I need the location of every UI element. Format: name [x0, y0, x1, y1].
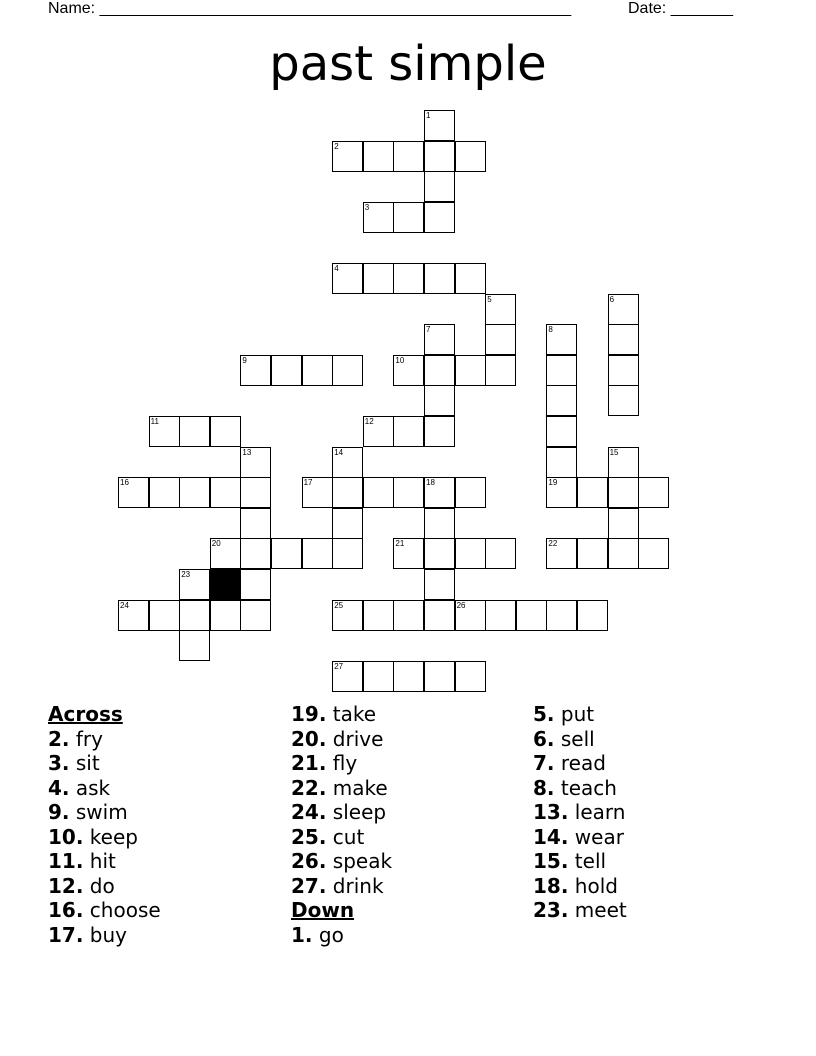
clue-item — [48, 751, 161, 776]
clue-item — [533, 898, 627, 923]
clue-text: hold — [568, 873, 618, 898]
clue-number: 9. — [48, 800, 70, 824]
clue-item — [48, 849, 161, 874]
cell-number: 16 — [120, 478, 129, 488]
clue-item — [291, 702, 392, 727]
grid-cell[interactable] — [638, 477, 669, 508]
clue-item — [48, 800, 161, 825]
cell-number: 9 — [242, 355, 247, 365]
clue-text: do — [83, 873, 115, 898]
clue-text: hit — [83, 849, 116, 873]
grid-cell[interactable] — [240, 355, 271, 386]
grid-cell[interactable] — [577, 477, 608, 508]
clue-item — [533, 776, 627, 801]
clue-text: wear — [568, 824, 624, 849]
grid-cell[interactable] — [332, 447, 363, 478]
clue-number: 2. — [48, 726, 70, 751]
grid-cell[interactable] — [363, 661, 394, 692]
grid-cell[interactable] — [363, 416, 394, 447]
grid-cell[interactable] — [546, 416, 577, 447]
clue-item — [533, 800, 627, 825]
grid-cell[interactable] — [393, 202, 424, 233]
grid-cell[interactable] — [332, 600, 363, 631]
clue-item — [533, 874, 627, 899]
grid-cell[interactable] — [485, 324, 516, 355]
grid-cell[interactable] — [424, 110, 455, 141]
grid-cell[interactable] — [424, 508, 455, 539]
grid-cell[interactable] — [577, 538, 608, 569]
grid-cell[interactable] — [118, 600, 149, 631]
clue-text: speak — [326, 849, 393, 873]
grid-cell[interactable] — [393, 600, 424, 631]
cell-number: 10 — [395, 355, 405, 365]
clue-item — [48, 923, 161, 948]
grid-cell[interactable] — [485, 538, 516, 569]
cell-number: 12 — [364, 417, 374, 426]
grid-cell[interactable] — [393, 416, 424, 447]
grid-cell[interactable] — [608, 538, 639, 569]
grid-cell[interactable] — [485, 600, 516, 631]
clue-number: 13. — [533, 800, 569, 824]
clue-number: 20. — [291, 726, 327, 751]
grid-cell[interactable] — [608, 294, 639, 325]
clue-text: make — [326, 775, 388, 800]
cell-number: 14 — [334, 447, 344, 457]
cell-number: 3 — [364, 202, 370, 212]
clue-item — [291, 800, 392, 825]
clue-text: fly — [326, 751, 358, 775]
grid-cell[interactable] — [332, 477, 363, 508]
cell-number: 4 — [334, 264, 339, 273]
clue-text: sleep — [326, 800, 387, 824]
clue-number: 25. — [291, 824, 327, 849]
clue-number: 26. — [291, 849, 327, 873]
clue-number: 17. — [48, 922, 84, 947]
clue-number: 15. — [533, 849, 569, 873]
grid-cell[interactable] — [271, 355, 302, 386]
grid-cell[interactable] — [546, 600, 577, 631]
grid-cell[interactable] — [240, 569, 271, 600]
grid-cell[interactable] — [179, 416, 210, 447]
grid-cell[interactable] — [577, 600, 608, 631]
clue-item — [48, 874, 161, 899]
cell-number: 2 — [334, 141, 339, 151]
grid-cell[interactable] — [546, 447, 577, 478]
grid-cell[interactable] — [393, 661, 424, 692]
clue-item — [533, 825, 627, 850]
cell-number: 11 — [150, 417, 159, 426]
clue-item — [291, 751, 392, 776]
grid-cell[interactable] — [424, 416, 455, 447]
clue-item — [291, 849, 392, 874]
grid-cell[interactable] — [332, 263, 363, 294]
grid-cell[interactable] — [546, 538, 577, 569]
cell-number: 6 — [609, 294, 615, 304]
clue-item — [291, 923, 392, 948]
grid-cell[interactable] — [332, 508, 363, 539]
grid-cell[interactable] — [455, 600, 486, 631]
grid-cell[interactable] — [210, 416, 241, 447]
grid-cell[interactable] — [332, 355, 363, 386]
cell-number: 27 — [334, 661, 344, 671]
clue-text: tell — [568, 849, 607, 873]
grid-cell[interactable] — [393, 538, 424, 569]
clue-item — [533, 849, 627, 874]
cell-number: 17 — [303, 478, 313, 488]
cell-number: 20 — [211, 539, 221, 549]
grid-cell[interactable] — [608, 447, 639, 478]
clue-text: learn — [568, 800, 626, 824]
clue-text: meet — [568, 898, 627, 922]
cell-number: 13 — [242, 447, 252, 457]
clue-item — [48, 898, 161, 923]
grid-cell[interactable] — [179, 600, 210, 631]
grid-cell[interactable] — [363, 600, 394, 631]
grid-cell[interactable] — [455, 355, 486, 386]
grid-cell[interactable] — [424, 569, 455, 600]
page-title: past simple — [269, 36, 547, 92]
clue-item — [291, 727, 392, 752]
grid-cell[interactable] — [363, 202, 394, 233]
grid-cell[interactable] — [118, 477, 149, 508]
grid-cell[interactable] — [424, 661, 455, 692]
clue-number: 11. — [48, 849, 84, 873]
cell-number: 18 — [426, 478, 435, 488]
grid-cell[interactable] — [638, 538, 669, 569]
clue-item — [48, 825, 161, 850]
clue-item — [48, 776, 161, 801]
clue-item — [291, 776, 392, 801]
grid-cell[interactable] — [149, 416, 180, 447]
grid-cell[interactable] — [546, 477, 577, 508]
clue-text: cut — [326, 824, 365, 849]
grid-cell[interactable] — [302, 355, 333, 386]
clue-number: 3. — [48, 751, 70, 775]
grid-cell[interactable] — [424, 538, 455, 569]
clue-number: 4. — [48, 775, 70, 800]
grid-cell[interactable] — [424, 141, 455, 172]
grid-cell[interactable] — [608, 355, 639, 386]
grid-cell[interactable] — [424, 171, 455, 202]
grid-cell[interactable] — [393, 141, 424, 172]
cell-number: 15 — [609, 447, 619, 457]
grid-cell[interactable] — [363, 477, 394, 508]
clue-text: ask — [69, 775, 111, 800]
clue-number: 23. — [533, 898, 569, 922]
grid-cell[interactable] — [393, 263, 424, 294]
clue-text: fry — [69, 726, 103, 751]
clue-text: take — [326, 702, 377, 726]
clue-text: keep — [83, 824, 138, 849]
clue-number: 16. — [48, 898, 84, 922]
clue-text: teach — [554, 775, 617, 800]
grid-cell[interactable] — [424, 263, 455, 294]
grid-cell[interactable] — [424, 600, 455, 631]
grid-cell[interactable] — [608, 385, 639, 416]
down-heading: Down — [291, 898, 355, 922]
clue-text: read — [554, 751, 606, 775]
cell-number: 1 — [426, 111, 431, 120]
clue-text: sell — [554, 726, 595, 751]
cell-number: 19 — [548, 478, 558, 488]
grid-cell[interactable] — [179, 630, 210, 661]
clue-text: swim — [69, 800, 128, 824]
grid-cell[interactable] — [240, 600, 271, 631]
clue-number: 19. — [291, 702, 327, 726]
grid-cell[interactable] — [608, 508, 639, 539]
clue-text: choose — [83, 898, 161, 922]
grid-cell[interactable] — [424, 355, 455, 386]
clue-number: 10. — [48, 824, 84, 849]
clue-number: 22. — [291, 775, 327, 800]
grid-cell[interactable] — [424, 324, 455, 355]
grid-cell[interactable] — [455, 263, 486, 294]
grid-cell[interactable] — [149, 600, 180, 631]
grid-cell[interactable] — [332, 661, 363, 692]
grid-cell[interactable] — [363, 141, 394, 172]
grid-cell[interactable] — [271, 538, 302, 569]
clue-number: 14. — [533, 824, 569, 849]
clue-text: drink — [326, 873, 384, 898]
grid-cell[interactable] — [455, 661, 486, 692]
grid-cell[interactable] — [424, 385, 455, 416]
grid-cell[interactable] — [393, 477, 424, 508]
across-heading: Across — [48, 702, 123, 726]
clue-item — [291, 874, 392, 899]
clue-number: 27. — [291, 873, 327, 898]
grid-cell[interactable] — [179, 569, 210, 600]
grid-cell[interactable] — [608, 324, 639, 355]
grid-cell[interactable] — [424, 202, 455, 233]
name-field-label: Name: _____________________________________________________ — [48, 0, 572, 17]
grid-cell[interactable] — [516, 600, 547, 631]
date-field-label: Date: _______ — [628, 0, 733, 17]
grid-cell[interactable] — [546, 355, 577, 386]
grid-cell[interactable] — [240, 508, 271, 539]
grid-cell[interactable] — [485, 355, 516, 386]
clue-number: 6. — [533, 726, 555, 751]
clue-item — [533, 727, 627, 752]
clue-text: put — [554, 702, 595, 726]
grid-cell[interactable] — [149, 477, 180, 508]
clue-text: go — [312, 922, 344, 947]
grid-cell[interactable] — [455, 477, 486, 508]
cell-number: 26 — [456, 600, 466, 610]
grid-cell[interactable] — [240, 447, 271, 478]
clue-item — [533, 702, 627, 727]
clue-item — [533, 751, 627, 776]
grid-cell[interactable] — [546, 385, 577, 416]
clue-number: 21. — [291, 751, 327, 775]
grid-cell[interactable] — [455, 141, 486, 172]
grid-cell[interactable] — [179, 477, 210, 508]
clue-column-2 — [291, 702, 392, 947]
clue-text: drive — [326, 726, 384, 751]
grid-cell[interactable] — [485, 294, 516, 325]
grid-cell[interactable] — [302, 538, 333, 569]
clue-number: 7. — [533, 751, 555, 775]
grid-cell[interactable] — [210, 600, 241, 631]
grid-cell[interactable] — [332, 141, 363, 172]
clue-text: sit — [69, 751, 100, 775]
grid-cell[interactable] — [608, 477, 639, 508]
grid-cell[interactable] — [210, 538, 241, 569]
grid-cell[interactable] — [455, 538, 486, 569]
grid-black-square — [210, 569, 241, 600]
grid-cell[interactable] — [546, 324, 577, 355]
grid-cell[interactable] — [424, 477, 455, 508]
clue-number: 8. — [533, 775, 555, 800]
clue-number: 5. — [533, 702, 555, 726]
clue-number: 18. — [533, 873, 569, 898]
clue-item — [48, 727, 161, 752]
cell-number: 23 — [181, 570, 191, 579]
grid-cell[interactable] — [302, 477, 333, 508]
grid-cell[interactable] — [363, 263, 394, 294]
clue-column-3 — [533, 702, 627, 923]
cell-number: 8 — [548, 325, 553, 335]
grid-cell[interactable] — [210, 477, 241, 508]
cell-number: 5 — [487, 294, 492, 304]
cell-number: 7 — [426, 325, 431, 335]
cell-number: 21 — [395, 539, 405, 549]
clue-item — [291, 825, 392, 850]
clue-number: 12. — [48, 873, 84, 898]
grid-cell[interactable] — [240, 477, 271, 508]
clue-column-1 — [48, 702, 161, 947]
clue-text: buy — [83, 922, 128, 947]
cell-number: 25 — [334, 600, 344, 610]
clue-number: 1. — [291, 922, 313, 947]
clue-number: 24. — [291, 800, 327, 824]
grid-cell[interactable] — [332, 538, 363, 569]
cell-number: 22 — [548, 539, 558, 549]
grid-cell[interactable] — [393, 355, 424, 386]
cell-number: 24 — [120, 600, 129, 610]
grid-cell[interactable] — [240, 538, 271, 569]
